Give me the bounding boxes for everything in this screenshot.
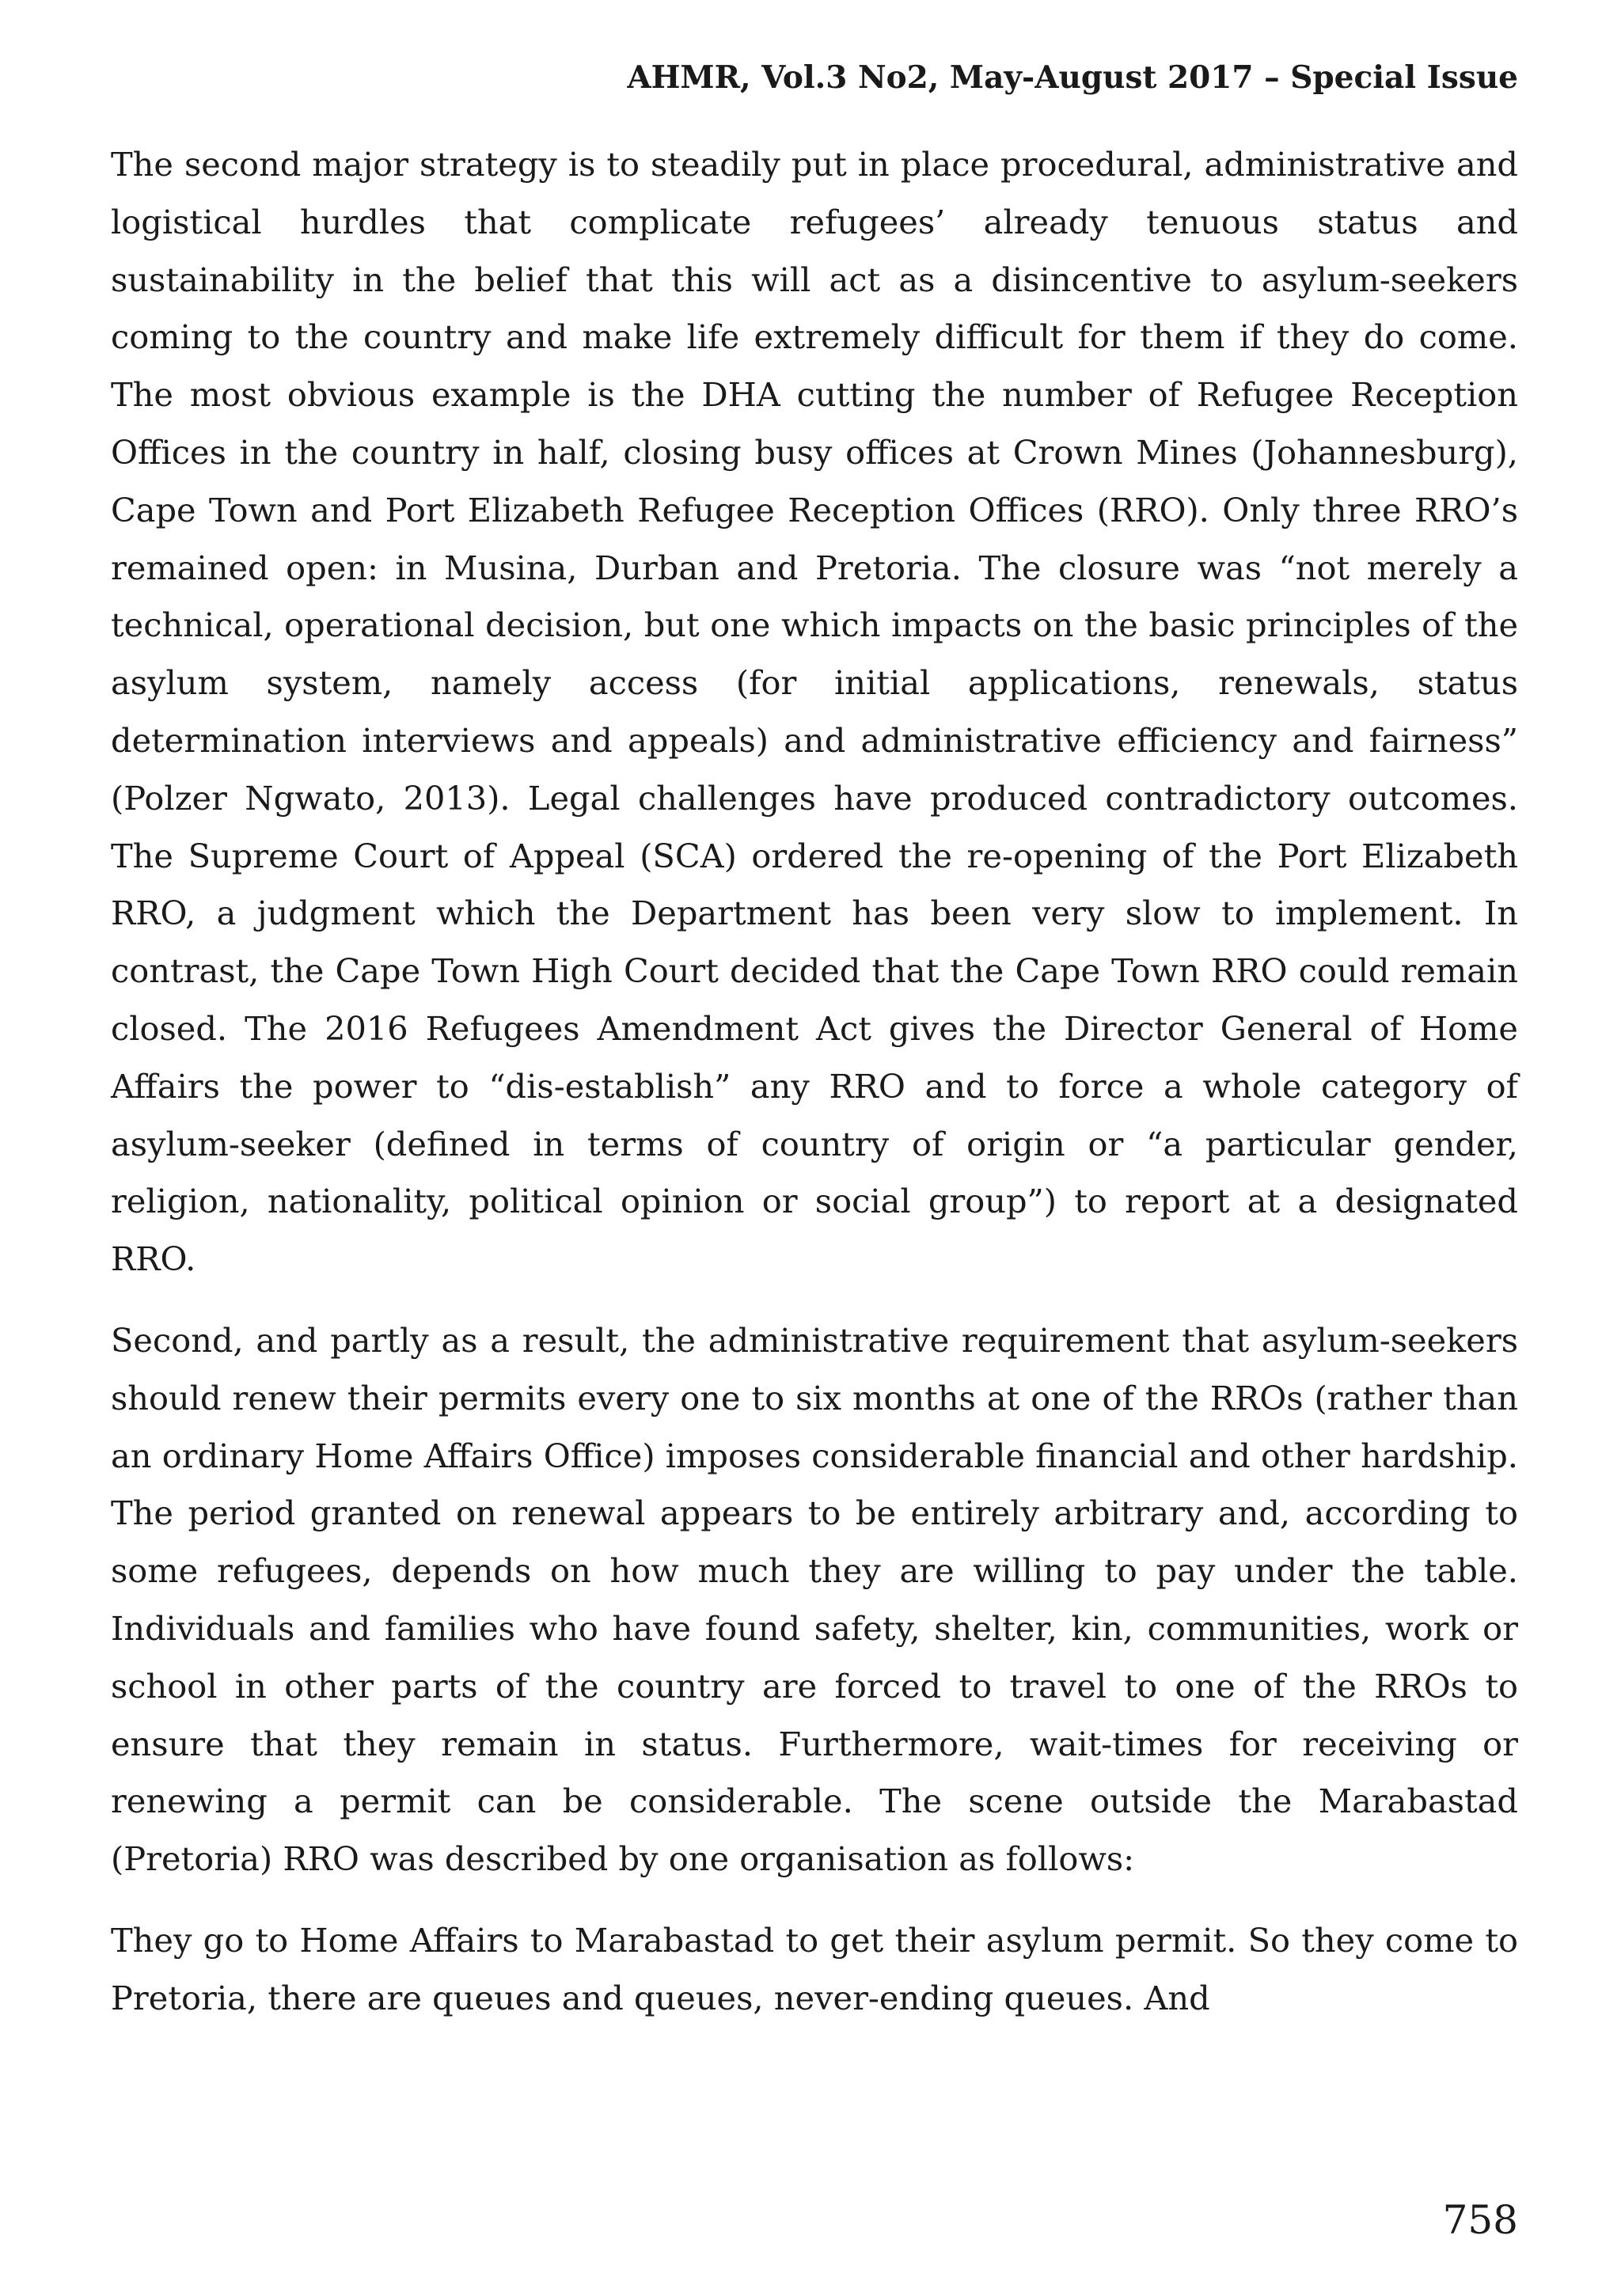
page-number: 758 [1442, 2197, 1518, 2243]
paragraph-1: The second major strategy is to steadily put in place procedural, administrative and logistical hurdles that complicate refugees’ already tenuous status and sustainability in the belief that this will act as a disincentive to asylum-seekers coming to the country and make life extremely difficult for them if they do come. The most obvious example is the DHA cutting the number of Refugee Reception Offices in the country in half, closing busy offices at Crown Mines (Johannesburg), Cape Town and Port Elizabeth Refugee Reception Offices (RRO). Only three RRO’s remained open: in Musina, Durban and Pretoria. The closure was “not merely a technical, operational decision, but one which impacts on the basic principles of the asylum system, namely access (for initial applications, renewals, status determination interviews and appeals) and administrative efficiency and fairness” (Polzer Ngwato, 2013). Legal challenges have produced contradictory outcomes. The Supreme Court of Appeal (SCA) ordered the re-opening of the Port Elizabeth RRO, a judgment which the Department has been very slow to implement. In contrast, the Cape Town High Court decided that the Cape Town RRO could remain closed. The 2016 Refugees Amendment Act gives the Director General of Home Affairs the power to “dis-establish” any RRO and to force a whole category of asylum-seeker (defined in terms of country of origin or “a particular gender, religion, nationality, political opinion or social group”) to report at a designated RRO. [111, 145, 1518, 1279]
body-text [111, 136, 1518, 2051]
paragraph-2: Second, and partly as a result, the administrative requirement that asylum-seekers should renew their permits every one to six months at one of the RROs (rather than an ordinary Home Affairs Office) imposes considerable financial and other hardship. The period granted on renewal appears to be entirely arbitrary and, according to some refugees, depends on how much they are willing to pay under the table. Individuals and families who have found safety, shelter, kin, communities, work or school in other parts of the country are forced to travel to one of the RROs to ensure that they remain in status. Furthermore, wait-times for receiving or renewing a permit can be considerable. The scene outside the Marabastad (Pretoria) RRO was described by one organisation as follows: [111, 1320, 1518, 1879]
paragraph-3: They go to Home Affairs to Marabastad to get their asylum permit. So they come to Pretoria, there are queues and queues, never-ending queues. And [111, 1920, 1518, 2017]
running-header: AHMR, Vol.3 No2, May-August 2017 – Special Issue [627, 59, 1518, 96]
